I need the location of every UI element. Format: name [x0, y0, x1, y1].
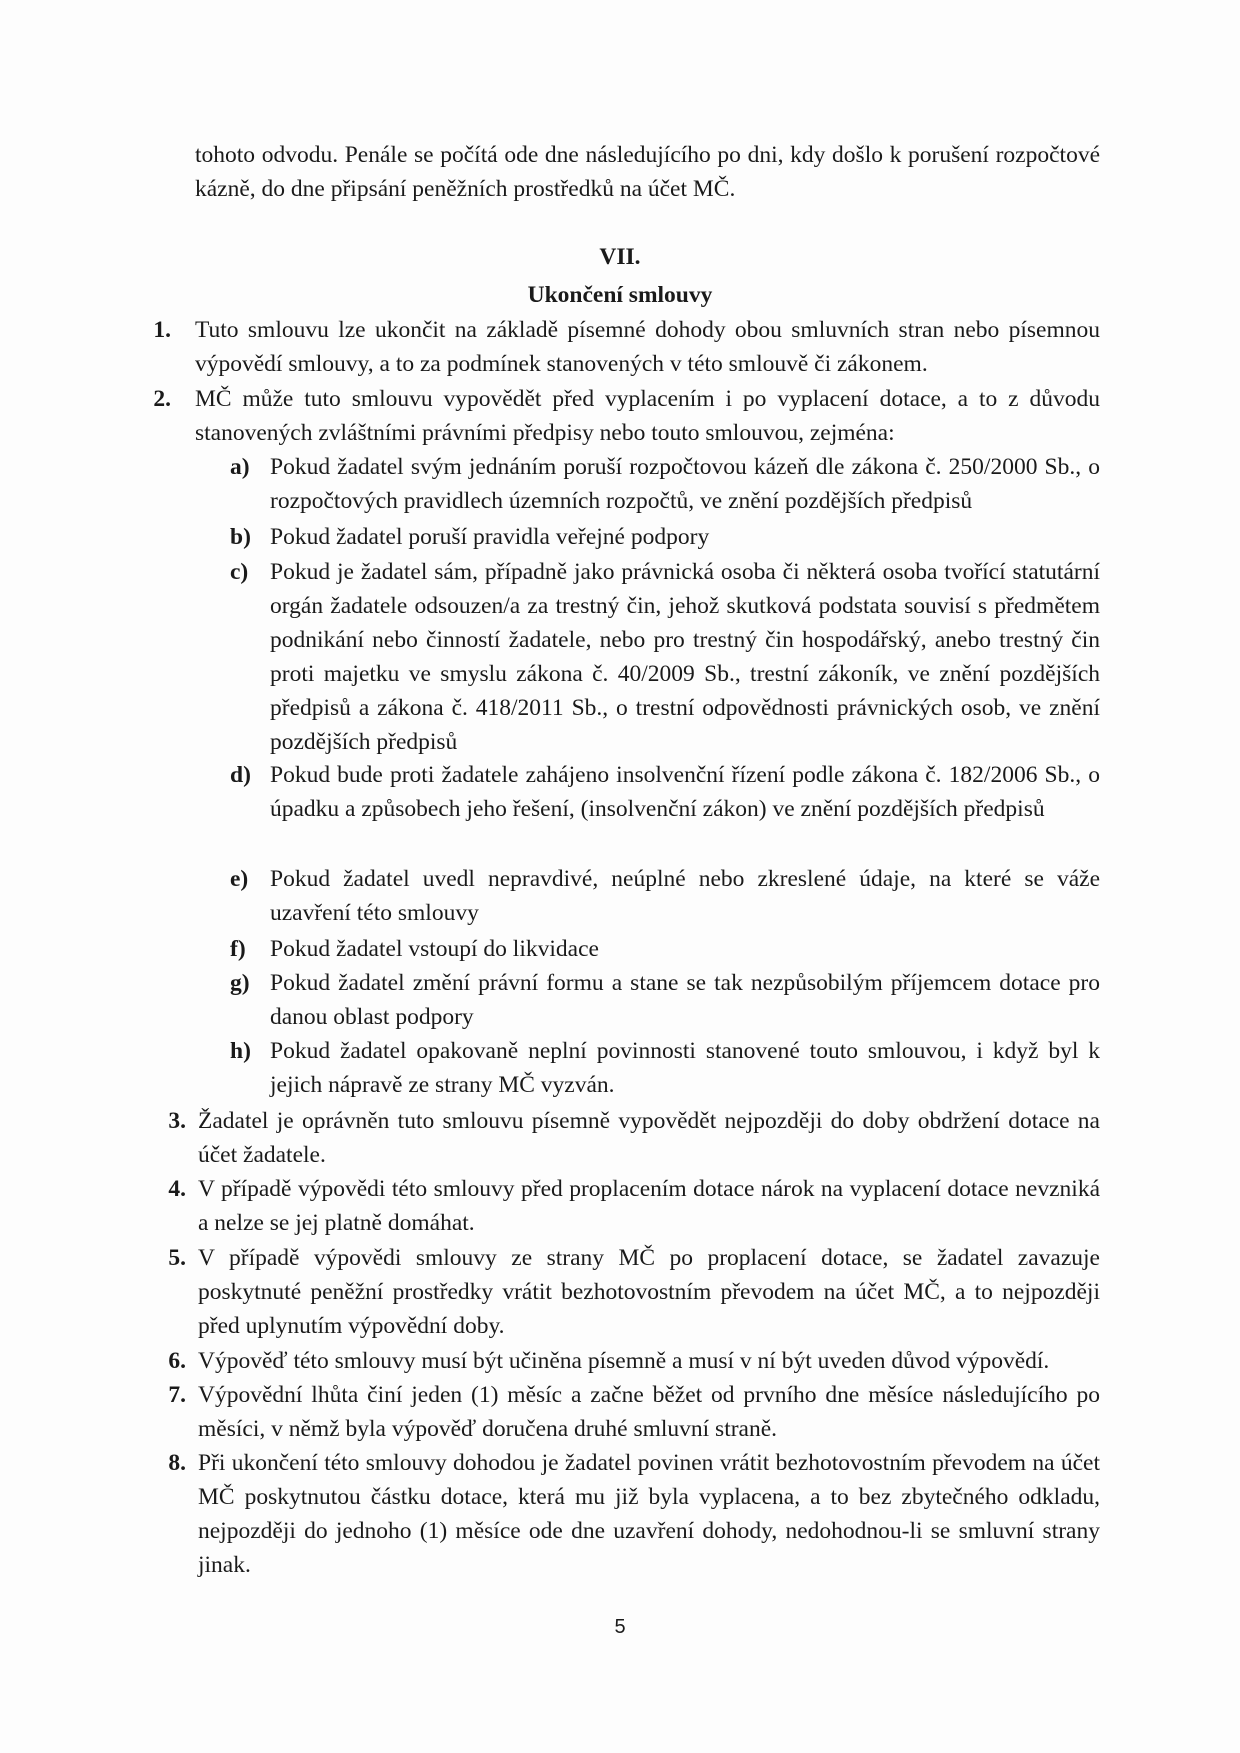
item-number: 8. — [168, 1450, 186, 1476]
item-number: 6. — [168, 1348, 186, 1374]
item-text: V případě výpovědi smlouvy ze strany MČ po proplacení dotace, se žadatel zavazuje poskytnuté peněžní prostředky vrátit bezhotovostním převodem na účet MČ, a to nejpozději před uplynutím výpovědní doby. — [198, 1245, 1100, 1339]
item-text: Žadatel je oprávněn tuto smlouvu písemně vypovědět nejpozději do doby obdržení dotace na účet žadatele. — [198, 1108, 1100, 1168]
item-number: 5. — [168, 1245, 186, 1271]
item-text: Výpovědní lhůta činí jeden (1) měsíc a začne běžet od prvního dne měsíce následujícího po měsíci, v němž byla výpověď doručena druhé smluvní straně. — [198, 1382, 1100, 1442]
subitem-label: e) — [230, 866, 249, 892]
item-number: 2. — [153, 386, 171, 412]
section-number: VII. — [599, 244, 641, 270]
item-text: Při ukončení této smlouvy dohodou je žadatel povinen vrátit bezhotovostním převodem na účet MČ poskytnutou částku dotace, která mu již byla vyplacena, a to bez zbytečného odkladu, nejpozději do jednoho (1) měsíce ode dne uzavření dohody, nedohodnou-li se smluvní strany jinak. — [198, 1450, 1100, 1578]
subitem-text: Pokud žadatel opakovaně neplní povinnosti stanovené touto smlouvou, i když byl k jejich nápravě ze strany MČ vyzván. — [270, 1038, 1100, 1098]
subitem-text: Pokud žadatel změní právní formu a stane se tak nezpůsobilým příjemcem dotace pro danou oblast podpory — [270, 970, 1100, 1030]
subitem-text: Pokud žadatel poruší pravidla veřejné podpory — [270, 524, 710, 550]
item-number: 7. — [168, 1382, 186, 1408]
subitem-text: Pokud bude proti žadatele zahájeno insolvenční řízení podle zákona č. 182/2006 Sb., o úpadku a způsobech jeho řešení, (insolvenční zákon) ve znění pozdějších předpisů — [270, 762, 1100, 822]
intro-paragraph: tohoto odvodu. Penále se počítá ode dne následujícího po dni, kdy došlo k porušení rozpočtové kázně, do dne připsání peněžních prostředků na účet MČ. — [195, 142, 1100, 202]
subitem-label: h) — [230, 1038, 251, 1064]
item-number: 1. — [153, 317, 171, 343]
subitem-label: f) — [230, 936, 246, 962]
subitem-label: d) — [230, 762, 251, 788]
page-number: 5 — [614, 1616, 626, 1638]
subitem-text: Pokud žadatel vstoupí do likvidace — [270, 936, 599, 962]
subitem-label: g) — [230, 970, 250, 996]
subitem-text: Pokud je žadatel sám, případně jako právnická osoba či některá osoba tvořící statutární orgán žadatele odsouzen/a za trestný čin, jehož skutková podstata souvisí s předmětem podnikání nebo činností žadatele, nebo pro trestný čin hospodářský, anebo trestný čin proti majetku ve smyslu zákona č. 40/2009 Sb., trestní zákoník, ve znění pozdějších předpisů a zákona č. 418/2011 Sb., o trestní odpovědnosti právnických osob, ve znění pozdějších předpisů — [270, 559, 1100, 755]
item-number: 4. — [168, 1176, 186, 1202]
item-text: V případě výpovědi této smlouvy před proplacením dotace nárok na vyplacení dotace nevzniká a nelze se jej platně domáhat. — [198, 1176, 1100, 1236]
subitem-text: Pokud žadatel uvedl nepravdivé, neúplné nebo zkreslené údaje, na které se váže uzavření této smlouvy — [270, 866, 1100, 926]
subitem-label: c) — [230, 559, 249, 585]
item-text: Výpověď této smlouvy musí být učiněna písemně a musí v ní být uveden důvod výpovědí. — [198, 1348, 1050, 1374]
item-text: MČ může tuto smlouvu vypovědět před vyplacením i po vyplacení dotace, a to z důvodu stanovených zvláštními právními předpisy nebo touto smlouvou, zejména: — [195, 386, 1100, 446]
item-text: Tuto smlouvu lze ukončit na základě písemné dohody obou smluvních stran nebo písemnou výpovědí smlouvy, a to za podmínek stanovených v této smlouvě či zákonem. — [195, 317, 1100, 377]
section-title: Ukončení smlouvy — [527, 282, 713, 308]
item-number: 3. — [168, 1108, 186, 1134]
subitem-label: a) — [230, 454, 250, 480]
subitem-text: Pokud žadatel svým jednáním poruší rozpočtovou kázeň dle zákona č. 250/2000 Sb., o rozpočtových pravidlech územních rozpočtů, ve znění pozdějších předpisů — [270, 454, 1100, 514]
subitem-label: b) — [230, 524, 251, 550]
